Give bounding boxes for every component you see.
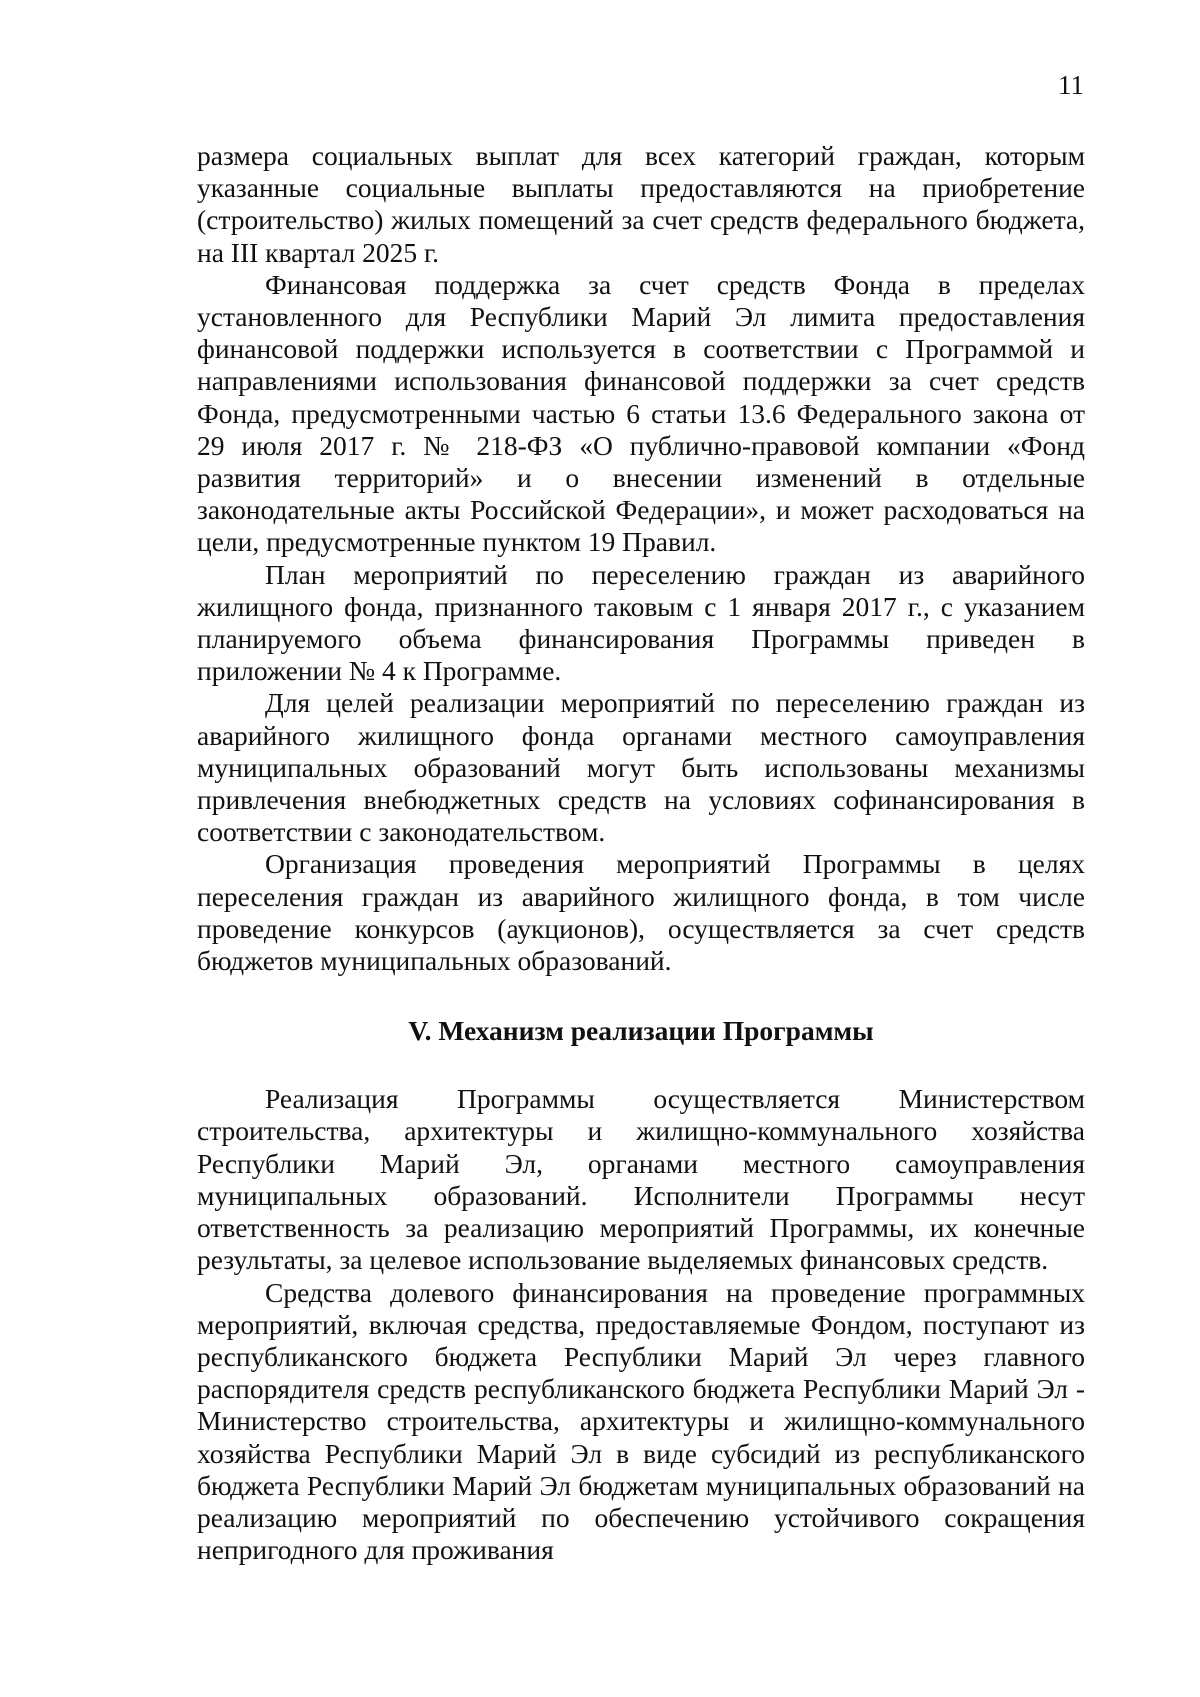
paragraph-extrabudgetary-funds: Для целей реализации мероприятий по переселению граждан из аварийного жилищного фонда органами местного самоуправления муниципальных образований могут быть использованы механизмы привлечения внебюджетных средств на условиях софинансирования в соответствии с законодательством. bbox=[197, 687, 1085, 848]
section-heading: V. Механизм реализации Программы bbox=[408, 1015, 874, 1047]
page-number: 11 bbox=[1058, 70, 1084, 100]
paragraph-implementation: Реализация Программы осуществляется Министерством строительства, архитектуры и жилищно-коммунального хозяйства Республики Марий Эл, органами местного самоуправления муниципальных образований. Исполнители Программы несут ответственность за реализацию мероприятий Программы, их конечные результаты, за целевое использование выделяемых финансовых средств. bbox=[197, 1083, 1085, 1276]
document-body bbox=[197, 140, 1085, 1566]
paragraph-continuation: размера социальных выплат для всех категорий граждан, которым указанные социальные выплаты предоставляются на приобретение (строительство) жилых помещений за счет средств федерального бюджета, на III квартал 2025 г. bbox=[197, 140, 1085, 268]
paragraph-organization: Организация проведения мероприятий Программы в целях переселения граждан из аварийного жилищного фонда, в том числе проведение конкурсов (аукционов), осуществляется за счет средств бюджетов муниципальных образований. bbox=[197, 848, 1085, 977]
paragraph-shared-financing: Средства долевого финансирования на проведение программных мероприятий, включая средства, предоставляемые Фондом, поступают из республиканского бюджета Республики Марий Эл через главного распорядителя средств республиканского бюджета Республики Марий Эл - Министерство строительства, архитектуры и жилищно-коммунального хозяйства Республики Марий Эл в виде субсидий из республиканского бюджета Республики Марий Эл бюджетам муниципальных образований на реализацию мероприятий по обеспечению устойчивого сокращения непригодного для проживания bbox=[197, 1276, 1085, 1566]
paragraph-financial-support: Финансовая поддержка за счет средств Фонда в пределах установленного для Республики Марий Эл лимита предоставления финансовой поддержки используется в соответствии с Программой и направлениями использования финансовой поддержки за счет средств Фонда, предусмотренными частью 6 статьи 13.6 Федерального закона от 29 июля 2017 г. № 218-ФЗ «О публично-правовой компании «Фонд развития территорий» и о внесении изменений в отдельные законодательные акты Российской Федерации», и может расходоваться на цели, предусмотренные пунктом 19 Правил. bbox=[197, 268, 1085, 558]
paragraph-resettlement-plan: План мероприятий по переселению граждан из аварийного жилищного фонда, признанного таковым с 1 января 2017 г., с указанием планируемого объема финансирования Программы приведен в приложении № 4 к Программе. bbox=[197, 558, 1085, 687]
